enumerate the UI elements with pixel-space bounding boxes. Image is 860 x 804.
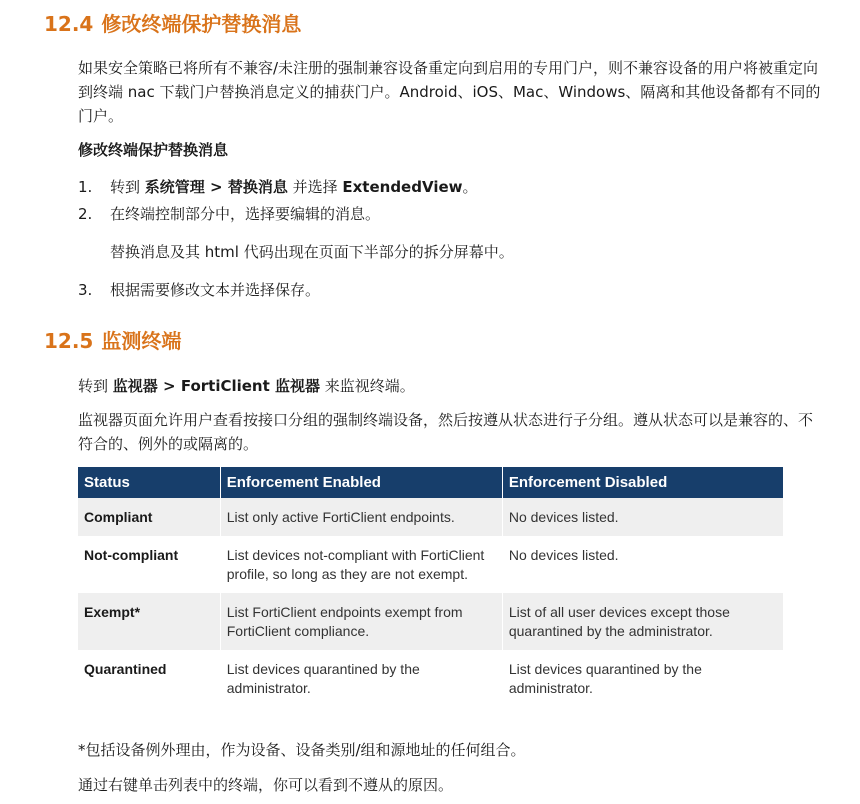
table-row (78, 498, 783, 536)
status-cell: Not-compliant (78, 536, 220, 593)
goto-text: 转到 (78, 377, 113, 395)
table-row (78, 536, 783, 593)
path-separator: > (204, 178, 228, 196)
menu-path-monitor: 监视器 (112, 377, 158, 395)
table-row (78, 593, 783, 650)
header-status: Status (78, 467, 220, 498)
step-text: 。 (462, 178, 478, 196)
step-text: 在终端控制部分中，选择要编辑的消息。 (110, 205, 381, 223)
procedure-subheading: 修改终端保护替换消息 (78, 141, 229, 159)
section-title: 监测终端 (101, 329, 182, 353)
section-heading-12-5 (44, 325, 181, 354)
table-header-row (78, 467, 783, 498)
status-cell: Compliant (78, 498, 220, 536)
section-number: 12.5 (44, 329, 94, 353)
goto-text: 来监视终端。 (320, 377, 415, 395)
enabled-cell: List devices not-compliant with FortiClient profile, so long as they are not exempt. (220, 536, 502, 593)
status-cell: Exempt* (78, 593, 220, 650)
closing-paragraph: 通过右键单击列表中的终端，你可以看到不遵从的原因。 (78, 776, 454, 794)
extended-view-label: ExtendedView (342, 178, 463, 196)
path-separator: > (157, 377, 181, 395)
header-enforcement-disabled: Enforcement Disabled (502, 467, 783, 498)
enabled-cell: List devices quarantined by the administrator. (220, 650, 502, 707)
step-text: 根据需要修改文本并选择保存。 (110, 281, 321, 299)
disabled-cell: List of all user devices except those quarantined by the administrator. (502, 593, 783, 650)
section-title: 修改终端保护替换消息 (101, 12, 302, 36)
status-cell: Quarantined (78, 650, 220, 707)
step-text: 转到 (110, 178, 145, 196)
section-heading-12-4 (44, 8, 301, 37)
disabled-cell: No devices listed. (502, 498, 783, 536)
enabled-cell: List FortiClient endpoints exempt from FortiClient compliance. (220, 593, 502, 650)
step-3 (78, 279, 320, 301)
intro-paragraph: 如果安全策略已将所有不兼容/未注册的强制兼容设备重定向到启用的专用门户，则不兼容设备的用户将被重定向到终端 nac 下载门户替换消息定义的捕获门户。Android、iOS、Mac、Windows、隔离和其他设备都有不同的门户。 (78, 59, 821, 125)
status-table (78, 467, 783, 707)
disabled-cell: No devices listed. (508, 547, 619, 563)
step-1 (78, 176, 478, 198)
step-number: 2. (78, 205, 93, 223)
section-number: 12.4 (44, 12, 94, 36)
step-number: 1. (78, 178, 93, 196)
menu-path-system: 系统管理 (144, 178, 205, 196)
header-enforcement-enabled: Enforcement Enabled (220, 467, 502, 498)
step-number: 3. (78, 281, 93, 299)
step-2 (78, 203, 380, 225)
menu-path-forticlient-monitor: FortiClient 监视器 (180, 377, 321, 395)
disabled-cell: List devices quarantined by the administrator. (508, 661, 702, 696)
step-2-note: 替换消息及其 html 代码出现在页面下半部分的拆分屏幕中。 (110, 243, 514, 261)
step-text: 并选择 (287, 178, 343, 196)
goto-line (78, 375, 415, 397)
menu-path-replacement: 替换消息 (227, 178, 288, 196)
enabled-cell: List only active FortiClient endpoints. (220, 498, 502, 536)
footnote: *包括设备例外理由，作为设备、设备类别/组和源地址的任何组合。 (78, 741, 526, 759)
monitor-description: 监视器页面允许用户查看按接口分组的强制终端设备，然后按遵从状态进行子分组。遵从状态可以是兼容的、不符合的、例外的或隔离的。 (78, 411, 814, 453)
table-row (78, 650, 783, 707)
